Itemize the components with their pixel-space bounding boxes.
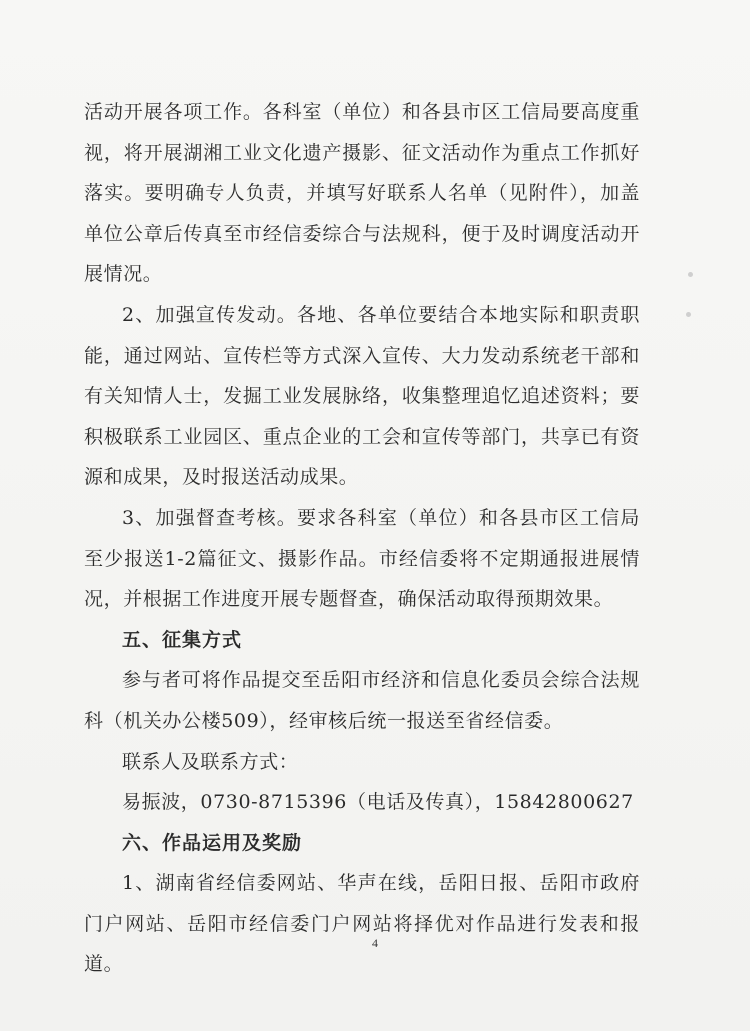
paragraph-submission: 参与者可将作品提交至岳阳市经济和信息化委员会综合法规科（机关办公楼509），经审核后统一报送至省经信委。 xyxy=(84,669,640,732)
paragraph-contact-info: 易振波，0730-8715396（电话及传真），15842800627 xyxy=(122,791,634,814)
scan-speck xyxy=(688,272,693,277)
paragraph-work-arrangement: 活动开展各项工作。各科室（单位）和各县市区工信局要高度重视，将开展湖湘工业文化遗产摄影、征文活动作为重点工作抓好落实。要明确专人负责，并填写好联系人名单（见附件），加盖单位公章后传真至市经信委综合与法规科，便于及时调度活动开展情况。 xyxy=(84,101,640,286)
page-number: 4 xyxy=(372,936,378,950)
section-heading-collection-method: 五、征集方式 xyxy=(122,628,243,651)
paragraph-contact-label: 联系人及联系方式： xyxy=(122,750,299,773)
paragraph-publication: 1、湖南省经信委网站、华声在线，岳阳日报、岳阳市政府门户网站、岳阳市经信委门户网站将择优对作品进行发表和报道。 xyxy=(84,872,640,976)
paragraph-publicity: 2、加强宣传发动。各地、各单位要结合本地实际和职责职能，通过网站、宣传栏等方式深入宣传、大力发动系统老干部和有关知情人士，发掘工业发展脉络，收集整理追忆追述资料；要积极联系工业园区、重点企业的工会和宣传等部门，共享已有资源和成果，及时报送活动成果。 xyxy=(84,303,640,489)
document-body xyxy=(84,92,640,985)
section-heading-usage-awards: 六、作品运用及奖励 xyxy=(122,831,303,854)
paragraph-supervision: 3、加强督查考核。要求各科室（单位）和各县市区工信局至少报送1-2篇征文、摄影作品。市经信委将不定期通报进展情况，并根据工作进度开展专题督查，确保活动取得预期效果。 xyxy=(84,506,640,611)
scan-speck xyxy=(686,312,691,317)
